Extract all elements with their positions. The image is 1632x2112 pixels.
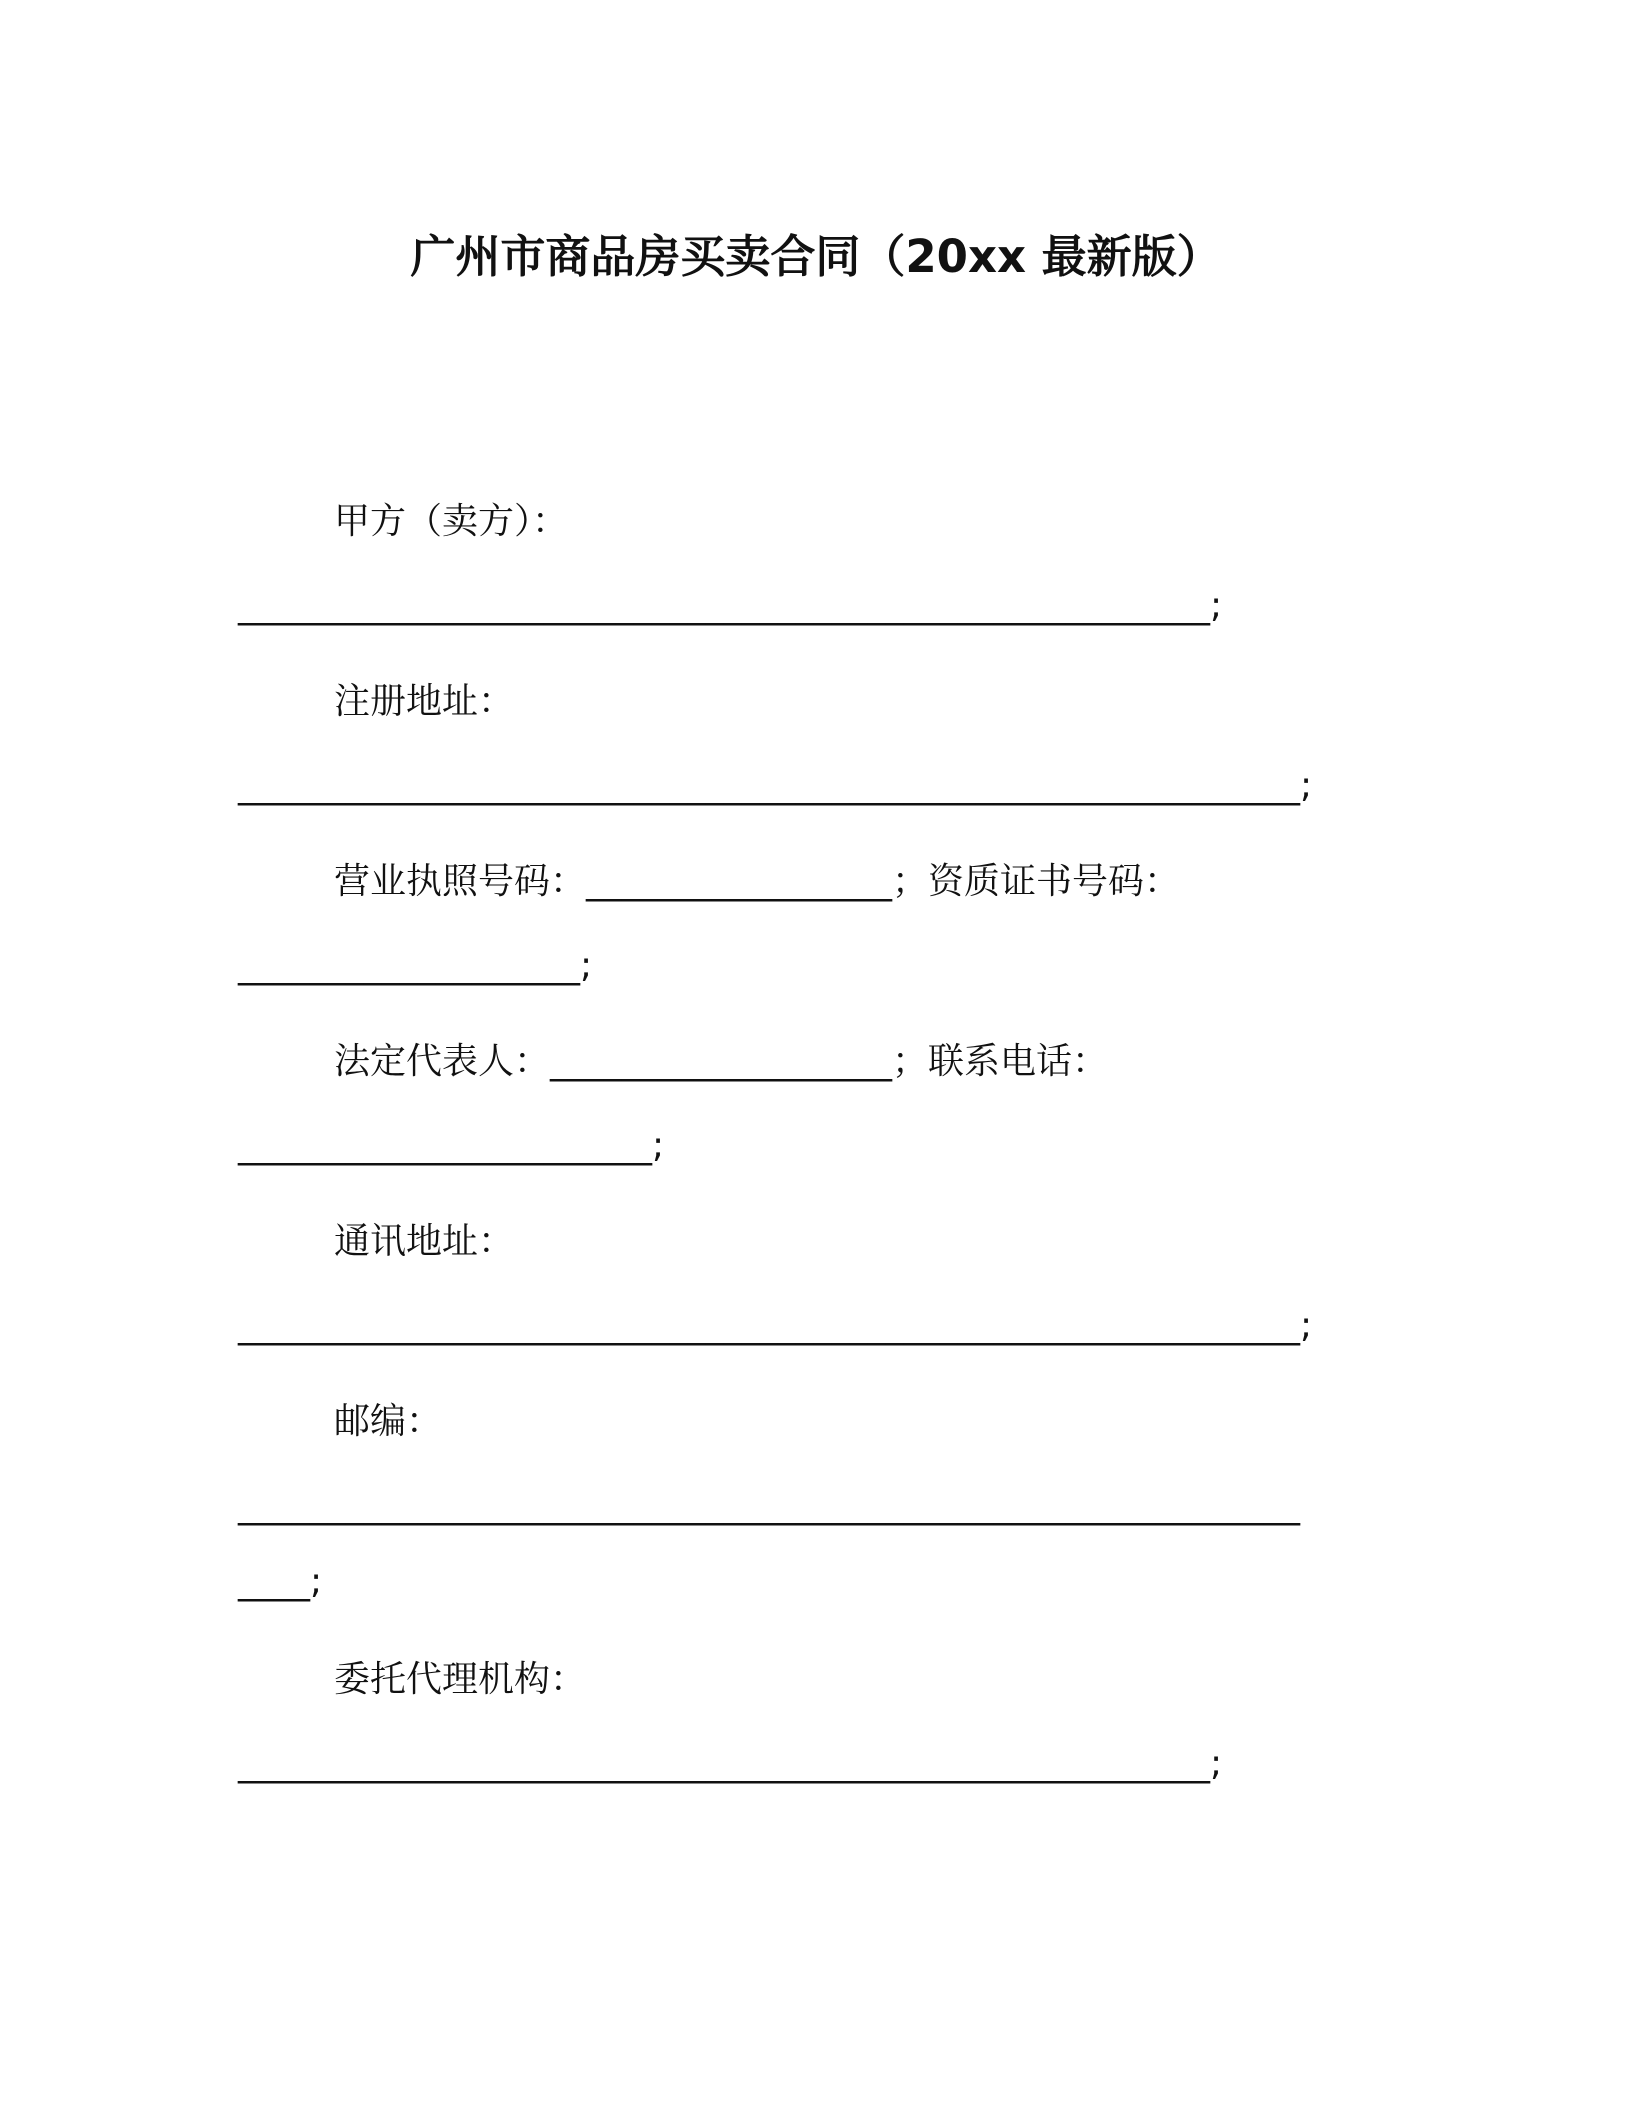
business-license-line: 营业执照号码：_________________；资质证书号码： — [334, 861, 1181, 902]
postcode-label: 邮编： — [334, 1401, 443, 1442]
qualification-cert-blank: ___________________; — [238, 945, 593, 986]
mailing-address-blank: ___________________________________________________________; — [238, 1305, 1313, 1346]
postcode-blank-line-2: ____; — [238, 1561, 323, 1602]
party-a-seller-label: 甲方（卖方）： — [334, 501, 569, 542]
postcode-blank-line-1: ___________________________________________________________ — [238, 1485, 1300, 1526]
agency-label: 委托代理机构： — [334, 1659, 587, 1700]
document-title: 广州市商品房买卖合同（20xx 最新版） — [410, 230, 1222, 283]
registered-address-blank: ___________________________________________________________; — [238, 765, 1313, 806]
party-a-blank: ______________________________________________________; — [238, 585, 1223, 626]
registered-address-label: 注册地址： — [334, 681, 515, 722]
legal-representative-line: 法定代表人：___________________；联系电话： — [334, 1041, 1109, 1082]
phone-blank: _______________________; — [238, 1125, 665, 1166]
mailing-address-label: 通讯地址： — [334, 1221, 515, 1262]
agency-blank: ______________________________________________________; — [238, 1743, 1223, 1784]
